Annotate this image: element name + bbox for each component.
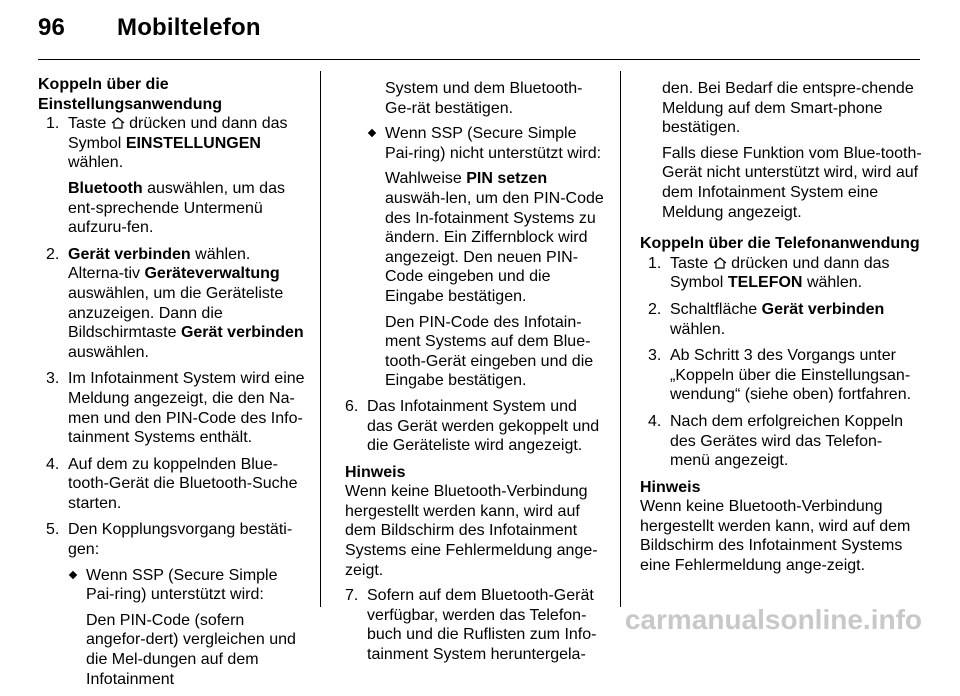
text: auswählen. [68,343,149,361]
text: auswäh-len, um den PIN-Code des In-fotainment Systems zu ändern. Ein Ziffernblock wird angezeigt. Den neuen PIN-Code eingeben und die Eingabe bestätigen. [385,189,604,305]
continued-text: Falls diese Funktion vom Blue-tooth-Gerät nicht unterstützt wird, wird auf dem Infotainment System eine Meldung angezeigt. [662,144,922,221]
list-item [648,300,922,339]
text: wählen. [806,274,863,292]
text: drücken und dann das Symbol [670,254,890,292]
watermark: carmanualsonline.info [624,604,922,635]
section-heading-phone: Koppeln über die Telefonanwendung [640,235,920,253]
text: wählen. [68,154,124,172]
menu-label: Gerät verbinden [761,300,885,318]
step-number: 4. [46,455,60,473]
home-icon [111,117,125,129]
text: drücken und dann das Symbol [68,115,288,152]
note-text: Wenn keine Bluetooth-Verbindung hergestellt werden kann, wird auf dem Bildschirm des Infotainment Systems eine Fehlermeldung ange-zeigt. [345,483,598,579]
section-heading-settings [38,75,306,114]
step-number: 2. [46,245,60,263]
steps-list-phone [648,254,922,471]
list-item [46,369,306,447]
home-icon [713,257,727,269]
column-1 [38,75,306,696]
step-number: 3. [648,347,662,365]
step-text: Sofern auf dem Bluetooth-Gerät verfügbar, werden das Telefon-buch und die Ruflisten zum Info-tainment System heruntergela- [367,587,597,664]
text: Taste [68,115,107,133]
step-text: Den Kopplungsvorgang bestäti-gen: [68,521,293,559]
note-text: Wenn keine Bluetooth-Verbindung hergestellt werden kann, wird auf dem Bildschirm des Infotainment Systems eine Fehlermeldung ange-zeigt. [640,498,911,575]
steps-list-settings [46,114,306,689]
list-item [648,254,922,293]
column-3 [640,79,922,582]
list-item [46,114,306,238]
continued-text: den. Bei Bedarf die entspre-chende Meldung auf dem Smart-phone bestätigen. [662,80,914,137]
menu-label: Gerät verbinden [68,245,191,263]
step-text [670,300,922,339]
text: Wahlweise [385,170,462,188]
heading-line: Einstellungsanwendung [38,95,223,113]
bullet-text: Wenn SSP (Secure Simple Pai-ring) nicht unterstützt wird: [385,125,602,162]
text: Taste [670,254,709,272]
bullet-text: Wenn SSP (Secure Simple Pai-ring) unterstützt wird: [86,566,278,604]
steps-list-continued [345,586,607,664]
list-item [648,412,922,471]
bullet-list [68,566,306,690]
step-number: 2. [648,300,662,318]
text: Schaltfläche [670,300,758,318]
list-item [46,245,306,363]
text: wählen. Alterna-tiv [68,245,251,283]
step-number: 3. [46,370,60,388]
text: auswählen, um das ent-sprechende Untermenü aufzuru-fen. [68,179,285,237]
menu-label: Geräteverwaltung [144,265,280,283]
list-item [648,346,922,405]
steps-list-continued [345,397,607,456]
step-text [68,179,306,238]
step-number: 4. [648,412,662,430]
text: wählen. [670,320,726,338]
heading-line: Koppeln über die [38,76,169,93]
bullet-text: Den PIN-Code des Infotain-ment Systems auf dem Blue-tooth-Gerät eingeben und die Eingabe bestätigen. [385,313,594,390]
step-text: Im Infotainment System wird eine Meldung angezeigt, die den Na-men und den PIN-Code des Info-tainment Systems enthält. [68,370,305,447]
step-text [670,254,922,293]
column-2 [345,79,607,672]
text: auswählen, um die Geräteliste anzuzeigen. Dann die Bildschirmtaste [68,284,284,342]
step-text [68,114,306,173]
menu-label: Gerät verbinden [180,324,304,342]
bullet-diamond-icon [69,570,77,578]
step-number: 1. [46,115,60,133]
bullet-text: Den PIN-Code (sofern angefor-dert) vergleichen und die Mel-dungen auf dem Infotainment [86,611,296,688]
continued-text: System und dem Bluetooth-Ge-rät bestätigen. [385,80,583,117]
page-number: 96 [38,14,66,41]
symbol-label: TELEFON [727,274,803,292]
list-item [345,586,607,664]
step-number: 1. [648,254,662,272]
note-title: Hinweis [640,478,701,496]
step-number: 6. [345,397,359,415]
step-text: Nach dem erfolgreichen Koppeln des Gerätes wird das Telefon-menü angezeigt. [670,412,904,470]
bullet-item [367,124,607,391]
page-header [0,0,960,62]
menu-label: PIN setzen [466,170,548,188]
step-text: Das Infotainment System und das Gerät werden gekoppelt und die Geräteliste wird angezeigt. [367,397,600,455]
step-text: Ab Schritt 3 des Vorgangs unter „Koppeln über die Einstellungsan-wendung“ (siehe oben) fortfahren. [670,347,912,404]
bullet-list [367,124,607,391]
page-title: Mobiltelefon [117,14,261,41]
bullet-item [68,566,306,690]
step-number: 5. [46,521,60,539]
step-number: 7. [345,587,359,605]
list-item [345,397,607,456]
step-text [68,245,306,363]
menu-label: Bluetooth [68,179,143,197]
bullet-text [385,169,607,306]
column-divider-2 [620,71,621,607]
symbol-label: EINSTELLUNGEN [125,134,261,152]
step-text: Auf dem zu koppelnden Blue-tooth-Gerät die Bluetooth-Suche starten. [68,455,298,512]
list-item [46,520,306,689]
column-divider-1 [320,71,321,607]
list-item [46,455,306,514]
header-rule [38,59,920,60]
bullet-diamond-icon [368,129,376,137]
note-title: Hinweis [345,463,406,481]
